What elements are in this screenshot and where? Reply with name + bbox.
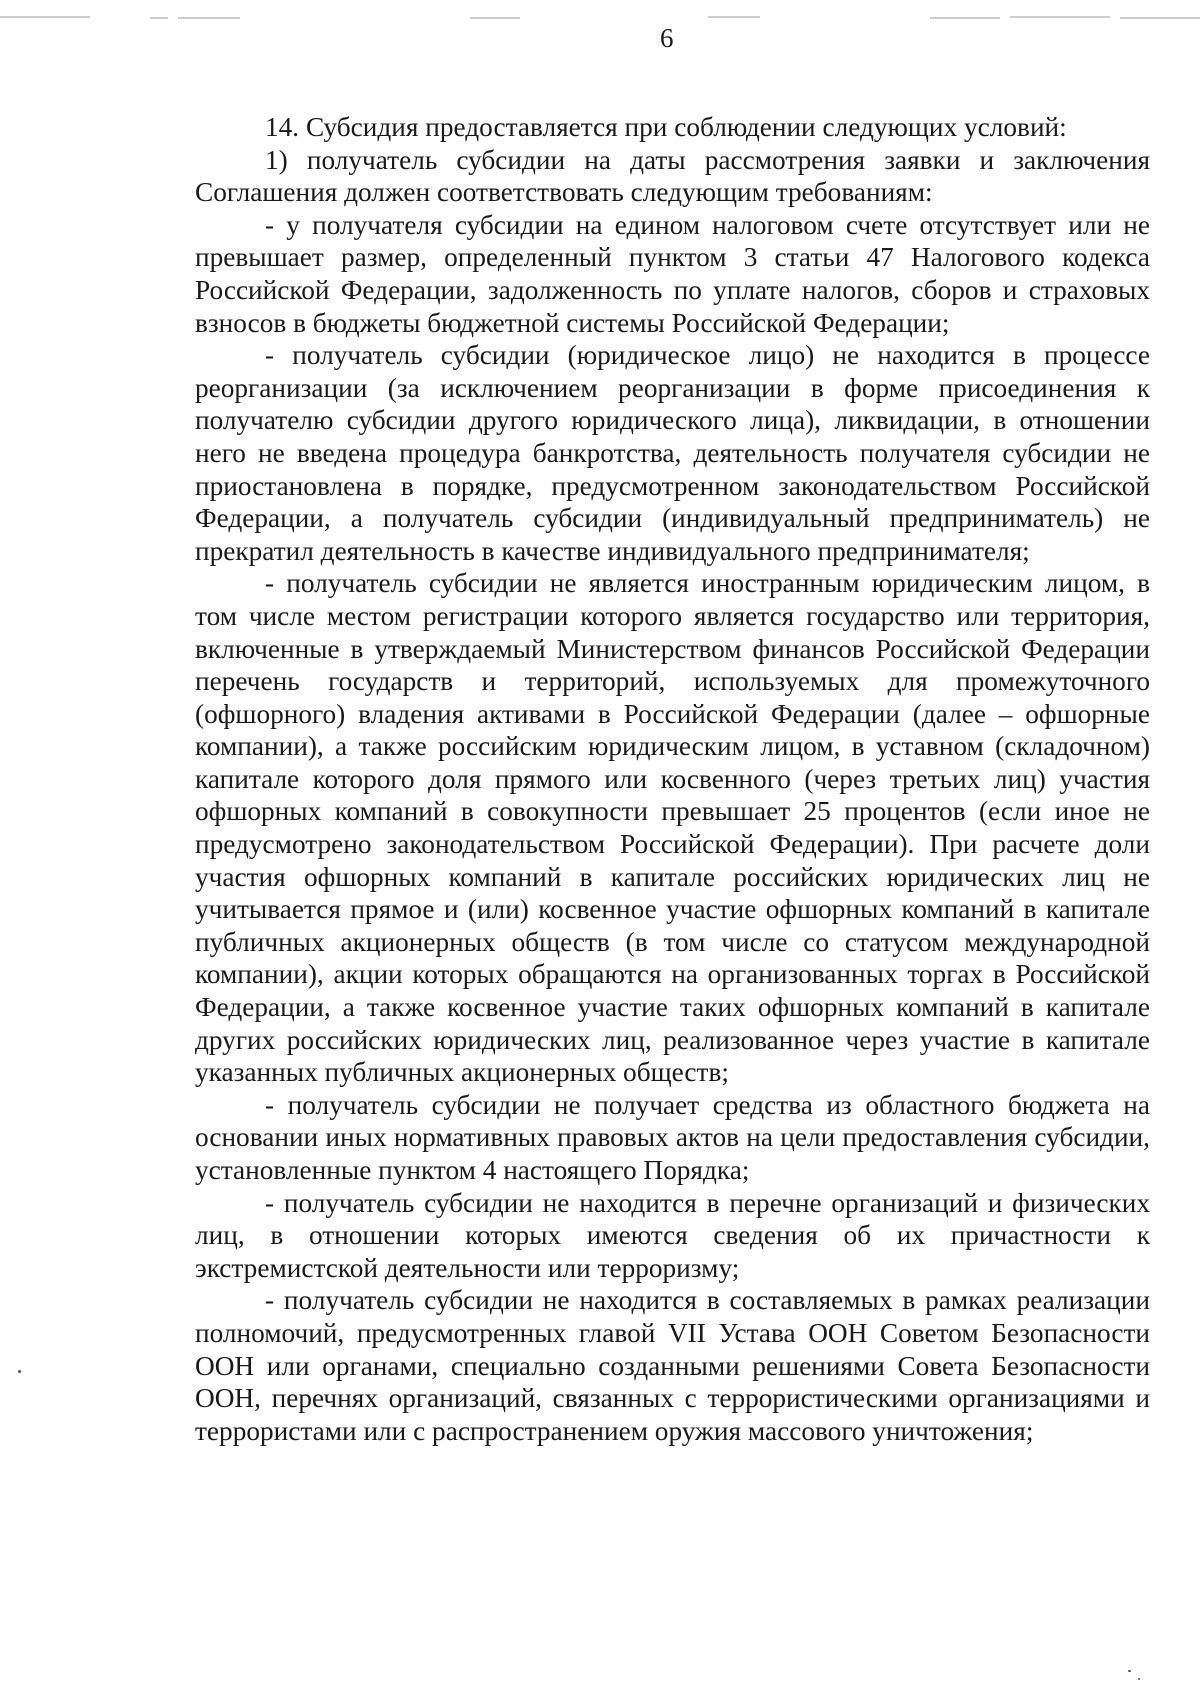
paragraph-offshore: - получатель субсидии не является иностранным юридическим лицом, в том числе местом регистрации которого является государство или территория, включенные в утверждаемый Министерством финансов Российской Федерации перечень государств и территорий, используемых для промежуточного (офшорного) владения активами в Российской Федерации (далее – офшорные компании), а также российским юридическим лицом, в уставном (складочном) капитале которого доля прямого или косвенного (через третьих лиц) участия офшорных компаний в совокупности превышает 25 процентов (если иное не предусмотрено законодательством Российской Федерации). При расчете доли участия офшорных компаний в капитале российских юридических лиц не учитывается прямое и (или) косвенное участие офшорных компаний в капитале публичных акционерных обществ (в том числе со статусом международной компании), акции которых обращаются на организованных торгах в Российской Федерации, а также косвенное участие таких офшорных компаний в капитале других российских юридических лиц, реализованное через участие в капитале указанных публичных акционерных обществ; [195,568,1150,1088]
paragraph-conditions-heading: 14. Субсидия предоставляется при соблюдении следующих условий: [265,112,1067,142]
page-number: 6 [660,23,674,53]
document-body [195,111,1150,1447]
scan-edge-marks [0,0,1200,40]
scan-speck [1128,1670,1131,1672]
scan-speck [18,1370,21,1373]
scan-speck [1138,1678,1140,1680]
paragraph-reorganization: - получатель субсидии (юридическое лицо) не находится в процессе реорганизации (за исключением реорганизации в форме присоединения к получателю субсидии другого юридического лица), ликвидации, в отношении него не введена процедура банкротства, деятельность получателя субсидии не приостановлена в порядке, предусмотренном законодательством Российской Федерации, а получатель субсидии (индивидуальный предприниматель) не прекратил деятельность в качестве индивидуального предпринимателя; [195,340,1150,566]
paragraph-tax-debt: - у получателя субсидии на едином налоговом счете отсутствует или не превышает размер, определенный пунктом 3 статьи 47 Налогового кодекса Российской Федерации, задолженность по уплате налогов, сборов и страховых взносов в бюджеты бюджетной системы Российской Федерации; [195,209,1150,338]
paragraph-un-sanctions: - получатель субсидии не находится в составляемых в рамках реализации полномочий, предусмотренных главой VII Устава ООН Советом Безопасности ООН или органами, специально созданными решениями Совета Безопасности ООН, перечнях организаций, связанных с террористическими организациями и террористами или с распространением оружия массового уничтожения; [195,1285,1150,1446]
paragraph-item-1: 1) получатель субсидии на даты рассмотрения заявки и заключения Соглашения должен соответствовать следующим требованиям: [195,144,1150,208]
paragraph-extremism-list: - получатель субсидии не находится в перечне организаций и физических лиц, в отношении которых имеются сведения об их причастности к экстремистской деятельности или терроризму; [195,1187,1150,1283]
paragraph-regional-budget: - получатель субсидии не получает средства из областного бюджета на основании иных нормативных правовых актов на цели предоставления субсидии, установленные пунктом 4 настоящего Порядка; [195,1089,1150,1185]
